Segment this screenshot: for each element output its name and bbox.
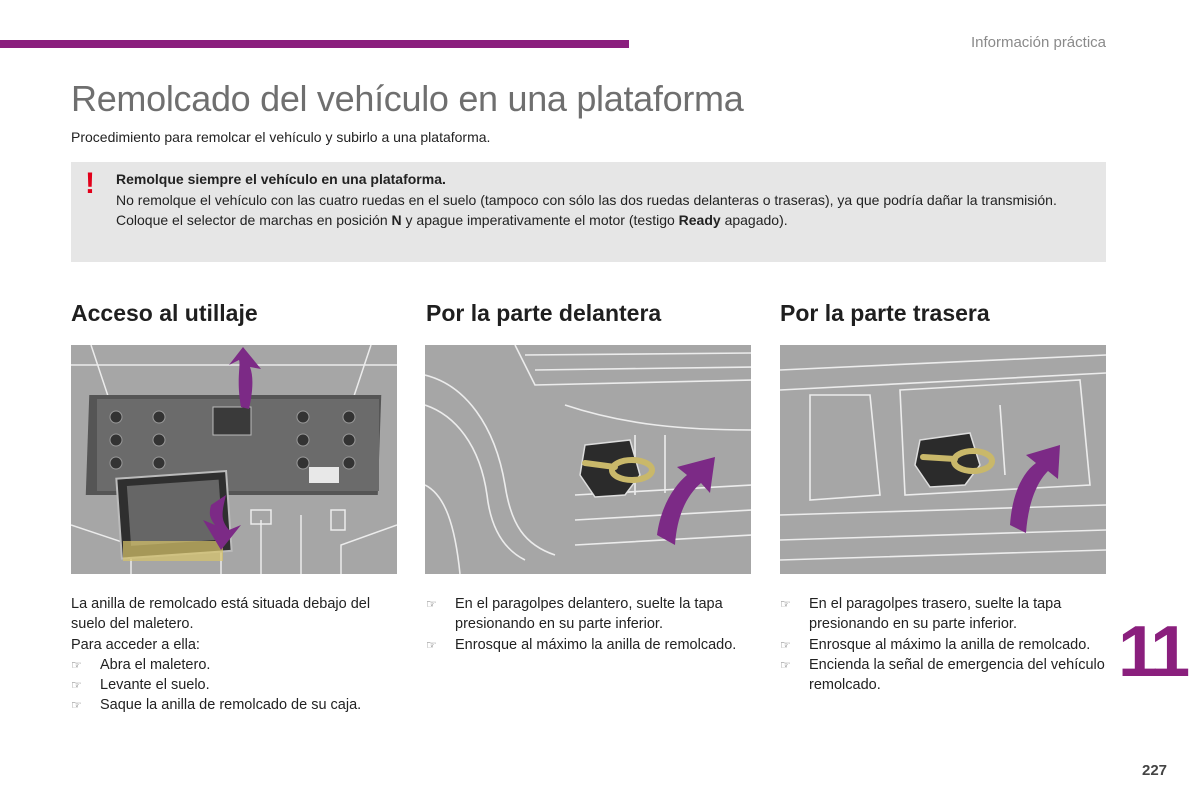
section-label: Información práctica [970, 34, 1106, 51]
warning-line-2-part: y apague imperativamente el motor (testigo [401, 212, 679, 228]
gear-position-n: N [391, 212, 402, 228]
trunk-illustration [71, 345, 397, 574]
hand-pointer-icon: ☞ [780, 597, 791, 611]
column-body-rear [780, 594, 1110, 695]
list-item [426, 594, 756, 635]
list-item [71, 675, 396, 695]
list-item-text: Levante el suelo. [100, 677, 210, 694]
warning-text [116, 169, 1086, 231]
column-body-tools [71, 594, 396, 716]
warning-line-2 [116, 210, 1086, 231]
warning-exclamation-icon: ! [85, 167, 95, 200]
list-item [71, 695, 396, 715]
list-item-text: Enrosque al máximo la anilla de remolcado. [809, 636, 1091, 653]
body-paragraph: Para acceder a ella: [71, 636, 200, 653]
list-item [780, 594, 1110, 635]
column-body-front [426, 594, 756, 655]
hand-pointer-icon: ☞ [426, 637, 437, 652]
warning-line-2-part: apagado). [720, 212, 788, 228]
rear-bumper-illustration [780, 345, 1106, 574]
list-item-text: Abra el maletero. [100, 656, 211, 673]
list-item [71, 655, 396, 675]
hand-pointer-icon: ☞ [426, 597, 437, 611]
column-title-rear: Por la parte trasera [780, 300, 990, 326]
hand-pointer-icon: ☞ [71, 698, 82, 713]
hand-pointer-icon: ☞ [780, 657, 791, 672]
list-item [780, 635, 1110, 655]
column-title-front: Por la parte delantera [426, 300, 662, 326]
column-title-tools: Acceso al utillaje [71, 300, 258, 326]
intro-text: Procedimiento para remolcar el vehículo y subirlo a una plataforma. [71, 129, 491, 145]
page-title: Remolcado del vehículo en una plataforma [71, 78, 744, 119]
list-item-text: Encienda la señal de emergencia del vehículo remolcado. [809, 656, 1105, 694]
warning-line-2-part: Coloque el selector de marchas en posición [116, 212, 392, 228]
warning-line-1: No remolque el vehículo con las cuatro ruedas en el suelo (tampoco con sólo las dos ruedas delanteras o traseras), ya que podría dañar la transmisión. [116, 191, 1057, 208]
list-item-text: En el paragolpes trasero, suelte la tapa presionando en su parte inferior. [809, 596, 1062, 633]
hand-pointer-icon: ☞ [71, 657, 82, 672]
list-item-text: En el paragolpes delantero, suelte la tapa presionando en su parte inferior. [455, 596, 723, 633]
body-paragraph: La anilla de remolcado está situada debajo del suelo del maletero. [71, 596, 371, 633]
chapter-color-bar [0, 40, 629, 48]
hand-pointer-icon: ☞ [780, 637, 791, 652]
page-number: 227 [1142, 762, 1168, 779]
warning-box [71, 162, 1106, 262]
front-bumper-illustration [425, 345, 751, 574]
list-item [780, 655, 1110, 696]
list-item-text: Saque la anilla de remolcado de su caja. [100, 697, 362, 714]
ready-indicator: Ready [678, 212, 721, 228]
list-item [426, 635, 756, 655]
warning-heading: Remolque siempre el vehículo en una plataforma. [116, 171, 446, 187]
hand-pointer-icon: ☞ [71, 678, 82, 693]
chapter-number: 11 [1118, 612, 1187, 692]
list-item-text: Enrosque al máximo la anilla de remolcado. [455, 636, 737, 653]
